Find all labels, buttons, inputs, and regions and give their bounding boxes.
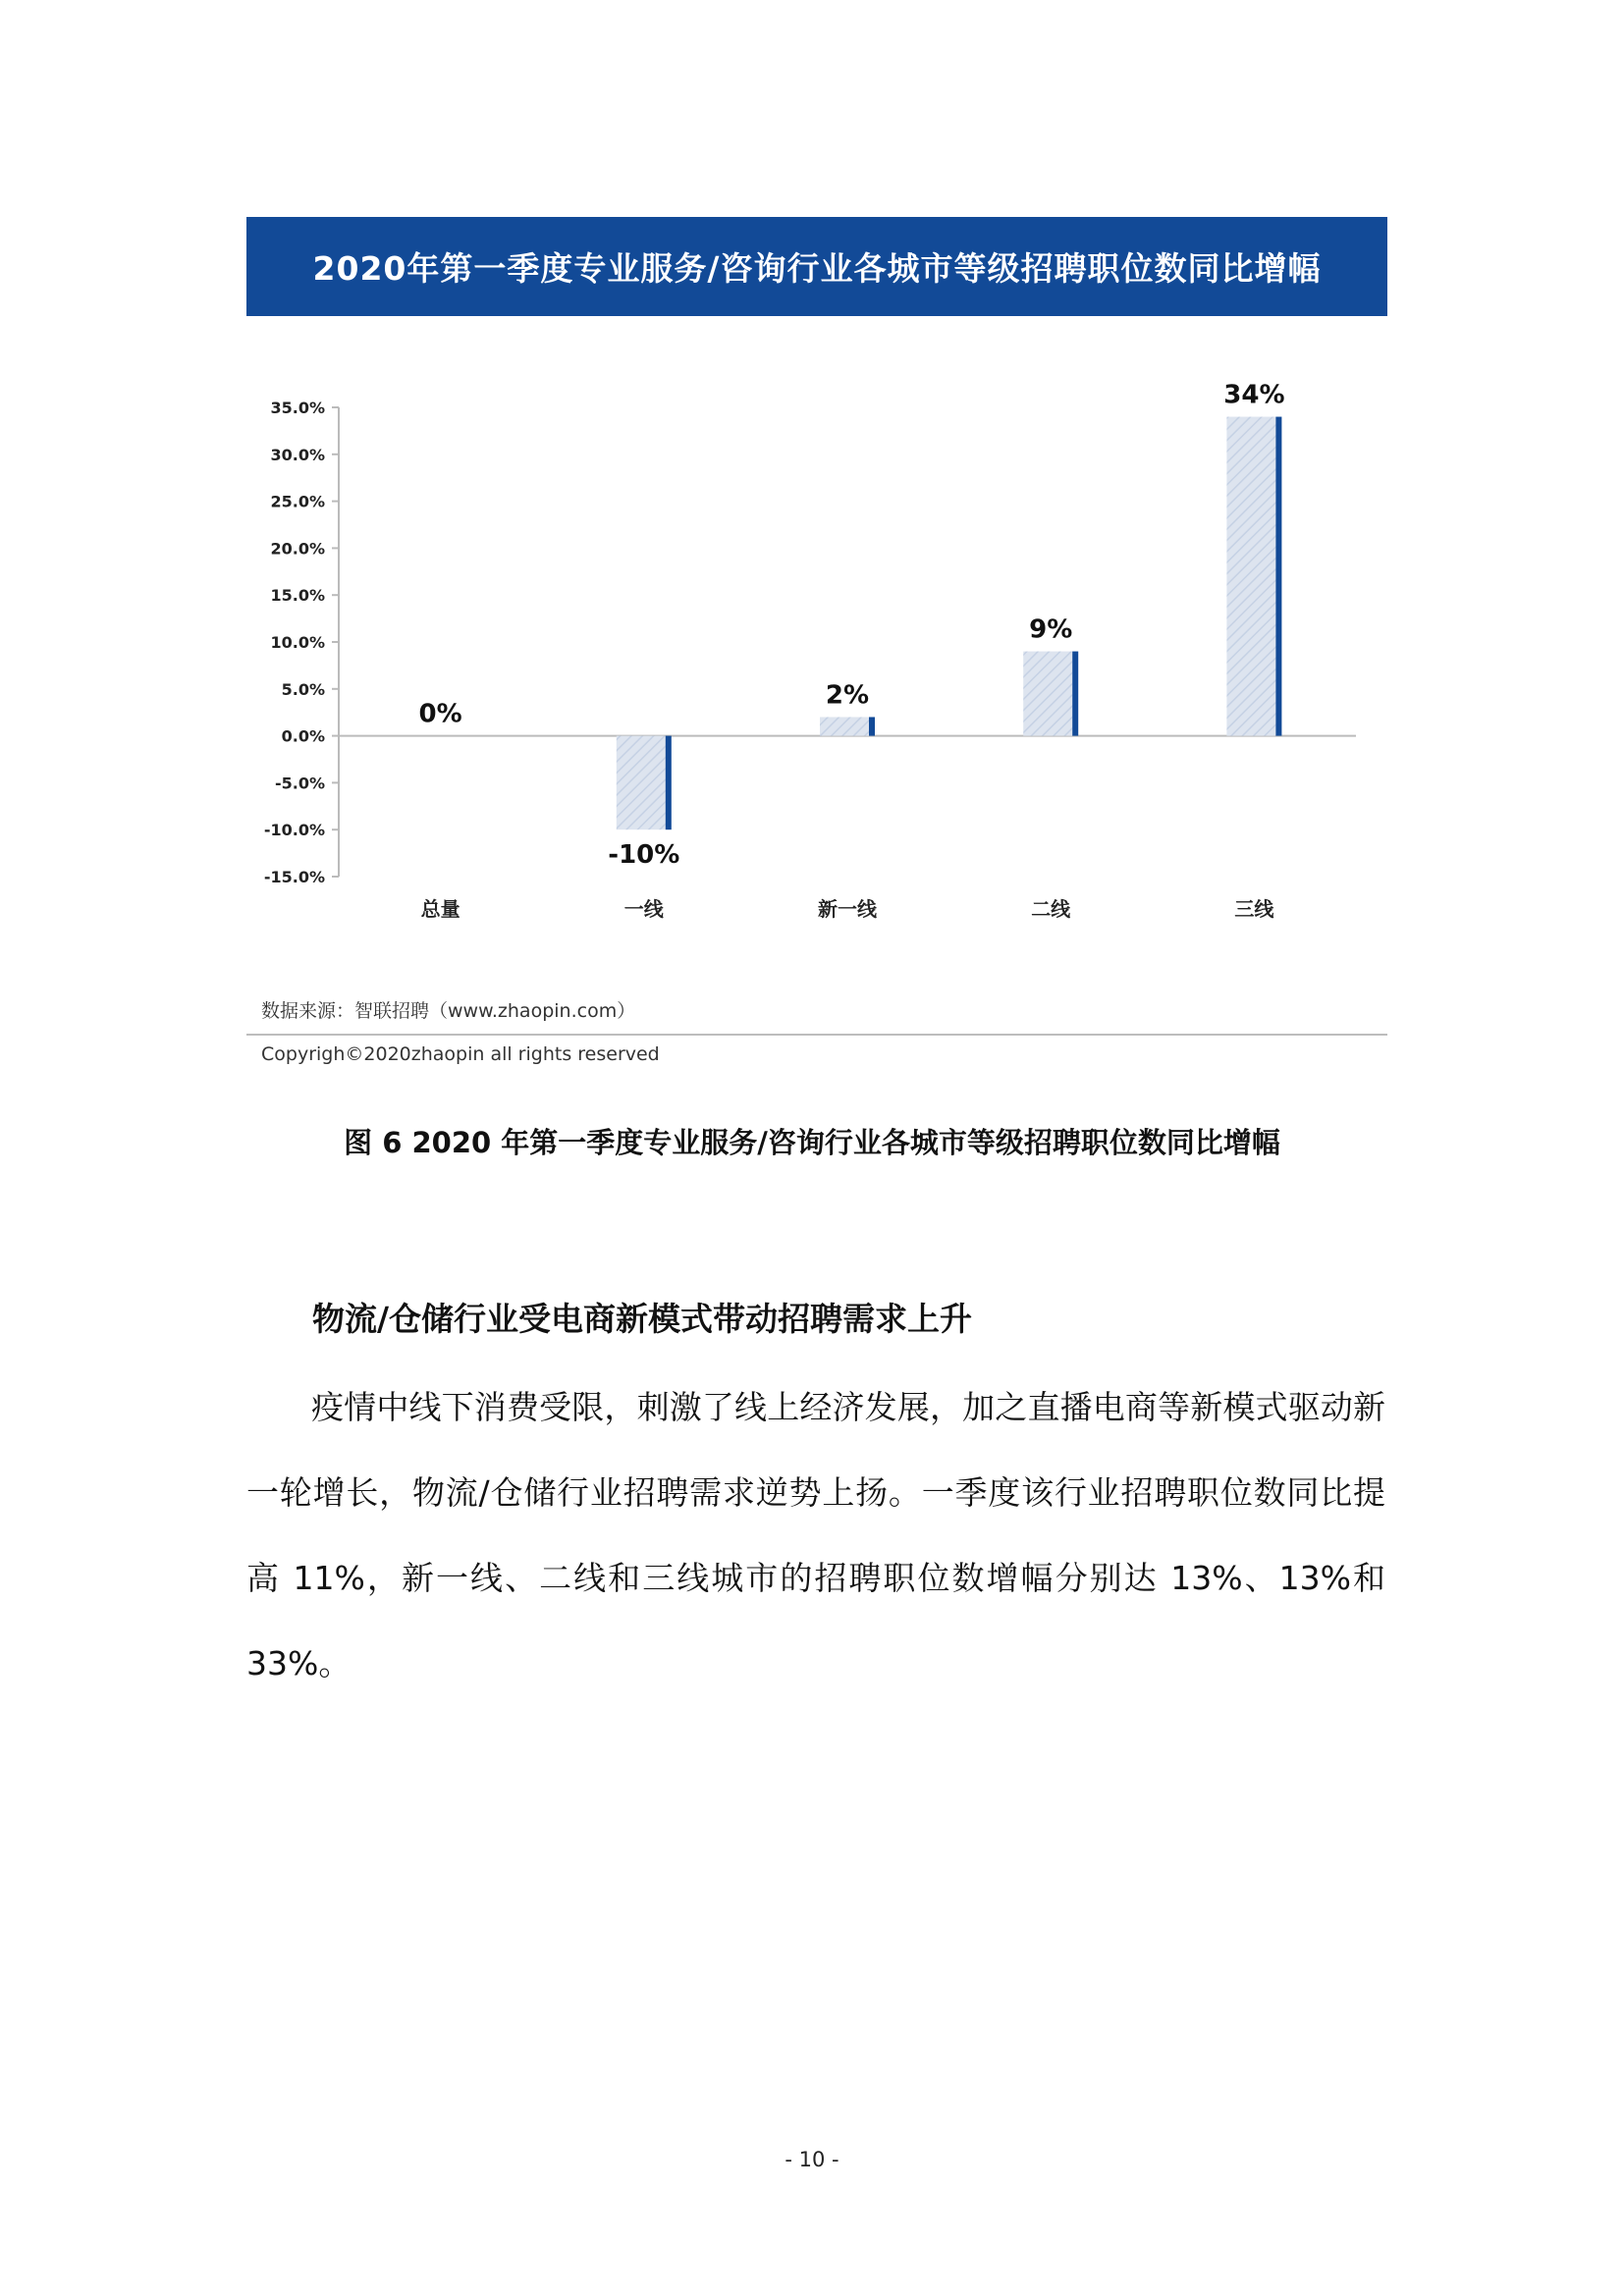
y-tick-label: 10.0% bbox=[270, 633, 325, 652]
data-label: -10% bbox=[608, 840, 680, 871]
bar-edge bbox=[666, 736, 672, 830]
x-tick-label: 一线 bbox=[623, 897, 664, 921]
section-heading: 物流/仓储行业受电商新模式带动招聘需求上升 bbox=[312, 1300, 973, 1338]
bar-edge bbox=[1275, 417, 1281, 736]
bar bbox=[617, 736, 666, 830]
y-tick-label: 0.0% bbox=[281, 726, 325, 746]
data-source-note: 数据来源：智联招聘（www.zhaopin.com） bbox=[261, 1000, 636, 1022]
divider-line bbox=[246, 1034, 1387, 1036]
page-number: - 10 - bbox=[785, 2148, 839, 2171]
x-tick-label: 三线 bbox=[1234, 897, 1274, 921]
figure-caption: 图 6 2020 年第一季度专业服务/咨询行业各城市等级招聘职位数同比增幅 bbox=[344, 1126, 1280, 1159]
bar-edge bbox=[869, 717, 875, 735]
bar bbox=[1226, 417, 1275, 736]
bar bbox=[820, 717, 869, 735]
bar bbox=[1023, 652, 1072, 736]
data-label: 34% bbox=[1223, 380, 1285, 410]
bar-chart bbox=[246, 353, 1387, 942]
y-tick-label: 25.0% bbox=[270, 492, 325, 511]
x-tick-label: 总量 bbox=[420, 897, 460, 921]
y-tick-label: -5.0% bbox=[274, 774, 325, 793]
data-label: 0% bbox=[418, 699, 462, 729]
bar-chart-svg bbox=[246, 353, 1387, 942]
y-tick-label: -10.0% bbox=[263, 821, 325, 840]
data-label: 9% bbox=[1029, 614, 1073, 645]
y-tick-label: 5.0% bbox=[281, 679, 325, 699]
body-paragraph: 疫情中线下消费受限，刺激了线上经济发展，加之直播电商等新模式驱动新一轮增长，物流/仓储行业招聘需求逆势上扬。一季度该行业招聘职位数同比提高 11%，新一线、二线和三线城市的招聘职位数增幅分别达 13%、13%和 33%。 bbox=[246, 1388, 1385, 1682]
y-tick-label: -15.0% bbox=[263, 868, 325, 886]
x-tick-label: 二线 bbox=[1031, 897, 1071, 921]
copyright-note: Copyrigh©2020zhaopin all rights reserved bbox=[261, 1043, 660, 1065]
y-tick-label: 30.0% bbox=[270, 445, 325, 464]
y-tick-label: 20.0% bbox=[270, 539, 325, 559]
data-label: 2% bbox=[825, 680, 870, 711]
y-tick-label: 15.0% bbox=[270, 586, 325, 606]
bar-edge bbox=[1072, 652, 1078, 736]
y-tick-label: 35.0% bbox=[270, 399, 325, 417]
chart-title-banner bbox=[246, 217, 1387, 316]
chart-title: 2020年第一季度专业服务/咨询行业各城市等级招聘职位数同比增幅 bbox=[312, 249, 1322, 288]
x-tick-label: 新一线 bbox=[818, 897, 877, 921]
